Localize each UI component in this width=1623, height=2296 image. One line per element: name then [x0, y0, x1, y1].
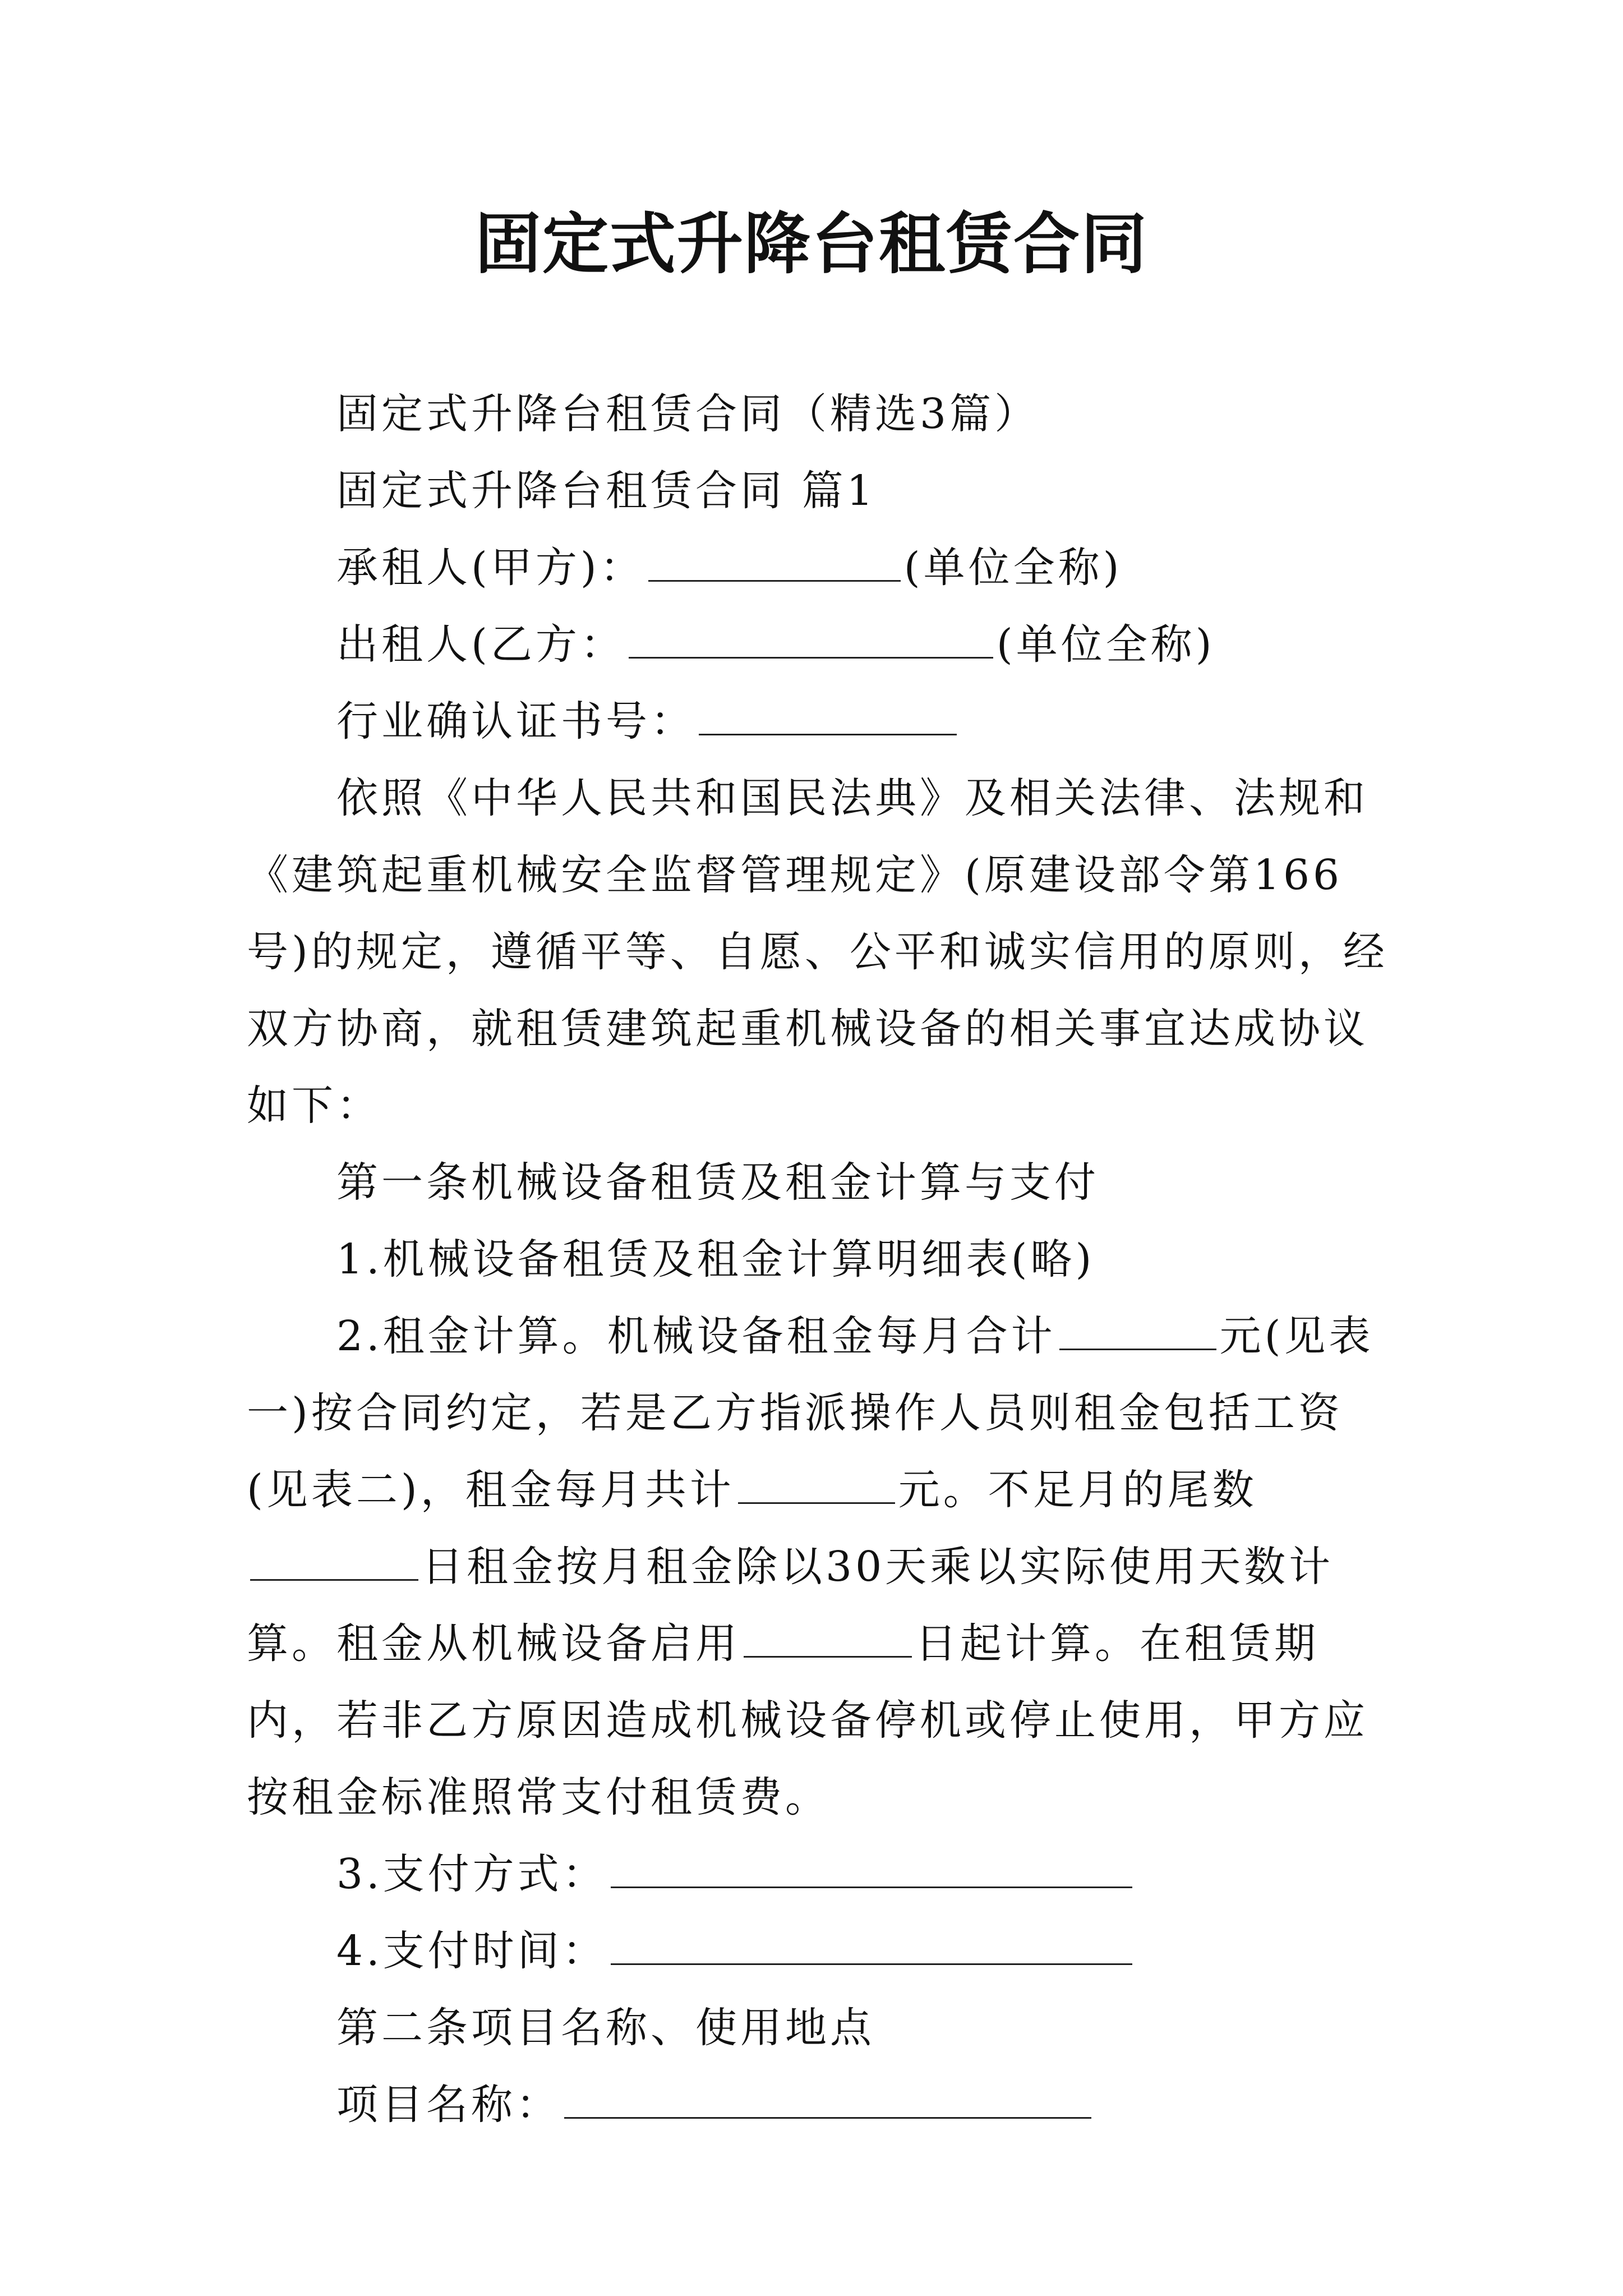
subtitle: 固定式升降台租赁合同（精选3篇）	[336, 390, 1040, 438]
cert-line	[247, 683, 1391, 760]
start-date-blank[interactable]	[744, 1614, 912, 1658]
payment-method-blank[interactable]	[611, 1845, 1132, 1888]
payment-time-blank[interactable]	[611, 1922, 1132, 1965]
document-body	[247, 376, 1391, 2143]
lessee-label: 承租人(甲方)：	[336, 544, 645, 592]
item-2	[247, 1298, 1391, 1836]
payment-method-label: 3.支付方式：	[336, 1850, 607, 1898]
part-heading: 固定式升降台租赁合同 篇1	[336, 467, 877, 515]
item-2-part-b: 元(见表一)按合同约定，若是乙方指派操作人员则租金包括工资(见表二)，租金每月共计	[247, 1312, 1374, 1514]
item-2-part-a: 2.租金计算。机械设备租金每月合计	[336, 1312, 1056, 1360]
lessor-label: 出租人(乙方：	[336, 620, 625, 669]
project-blank[interactable]	[564, 2076, 1091, 2119]
lessor-line	[247, 606, 1391, 683]
document-title: 固定式升降台租赁合同	[474, 205, 1148, 283]
lessee-suffix: (单位全称)	[903, 544, 1123, 592]
project-label: 项目名称：	[336, 2081, 561, 2129]
monthly-rent-blank[interactable]	[1059, 1307, 1216, 1350]
payment-time-label: 4.支付时间：	[336, 1927, 607, 1975]
lessor-suffix: (单位全称)	[996, 620, 1215, 669]
article-1-heading: 第一条机械设备租赁及租金计算与支付	[336, 1158, 1099, 1207]
article-2-heading: 第二条项目名称、使用地点	[336, 2004, 875, 2052]
lessee-blank[interactable]	[648, 539, 901, 582]
intro-paragraph: 依照《中华人民共和国民法典》及相关法律、法规和《建筑起重机械安全监督管理规定》(原建设部令第166号)的规定，遵循平等、自愿、公平和诚实信用的原则，经双方协商，就租赁建筑起重机械设备的相关事宜达成协议如下：	[247, 774, 1388, 1130]
item-4	[247, 1913, 1391, 1990]
lessor-blank[interactable]	[629, 615, 993, 659]
item-3	[247, 1836, 1391, 1913]
cert-label: 行业确认证书号：	[336, 697, 695, 746]
monthly-total-blank[interactable]	[738, 1461, 895, 1504]
item-2-part-d: 日租金按月租金除以30天乘以实际使用天数计算。租金从机械设备启用	[247, 1543, 1334, 1668]
cert-blank[interactable]	[699, 692, 957, 735]
item-2-part-e: 日起计算。在租赁期内，若非乙方原因造成机械设备停机或停止使用，甲方应按租金标准照常支付租赁费。	[247, 1619, 1368, 1821]
lessee-line	[247, 530, 1391, 606]
item-2-part-c: 元。不足月的尾数	[898, 1466, 1257, 1514]
remainder-blank[interactable]	[250, 1538, 418, 1581]
item-1: 1.机械设备租赁及租金计算明细表(略)	[336, 1235, 1095, 1283]
project-line	[247, 2067, 1391, 2143]
